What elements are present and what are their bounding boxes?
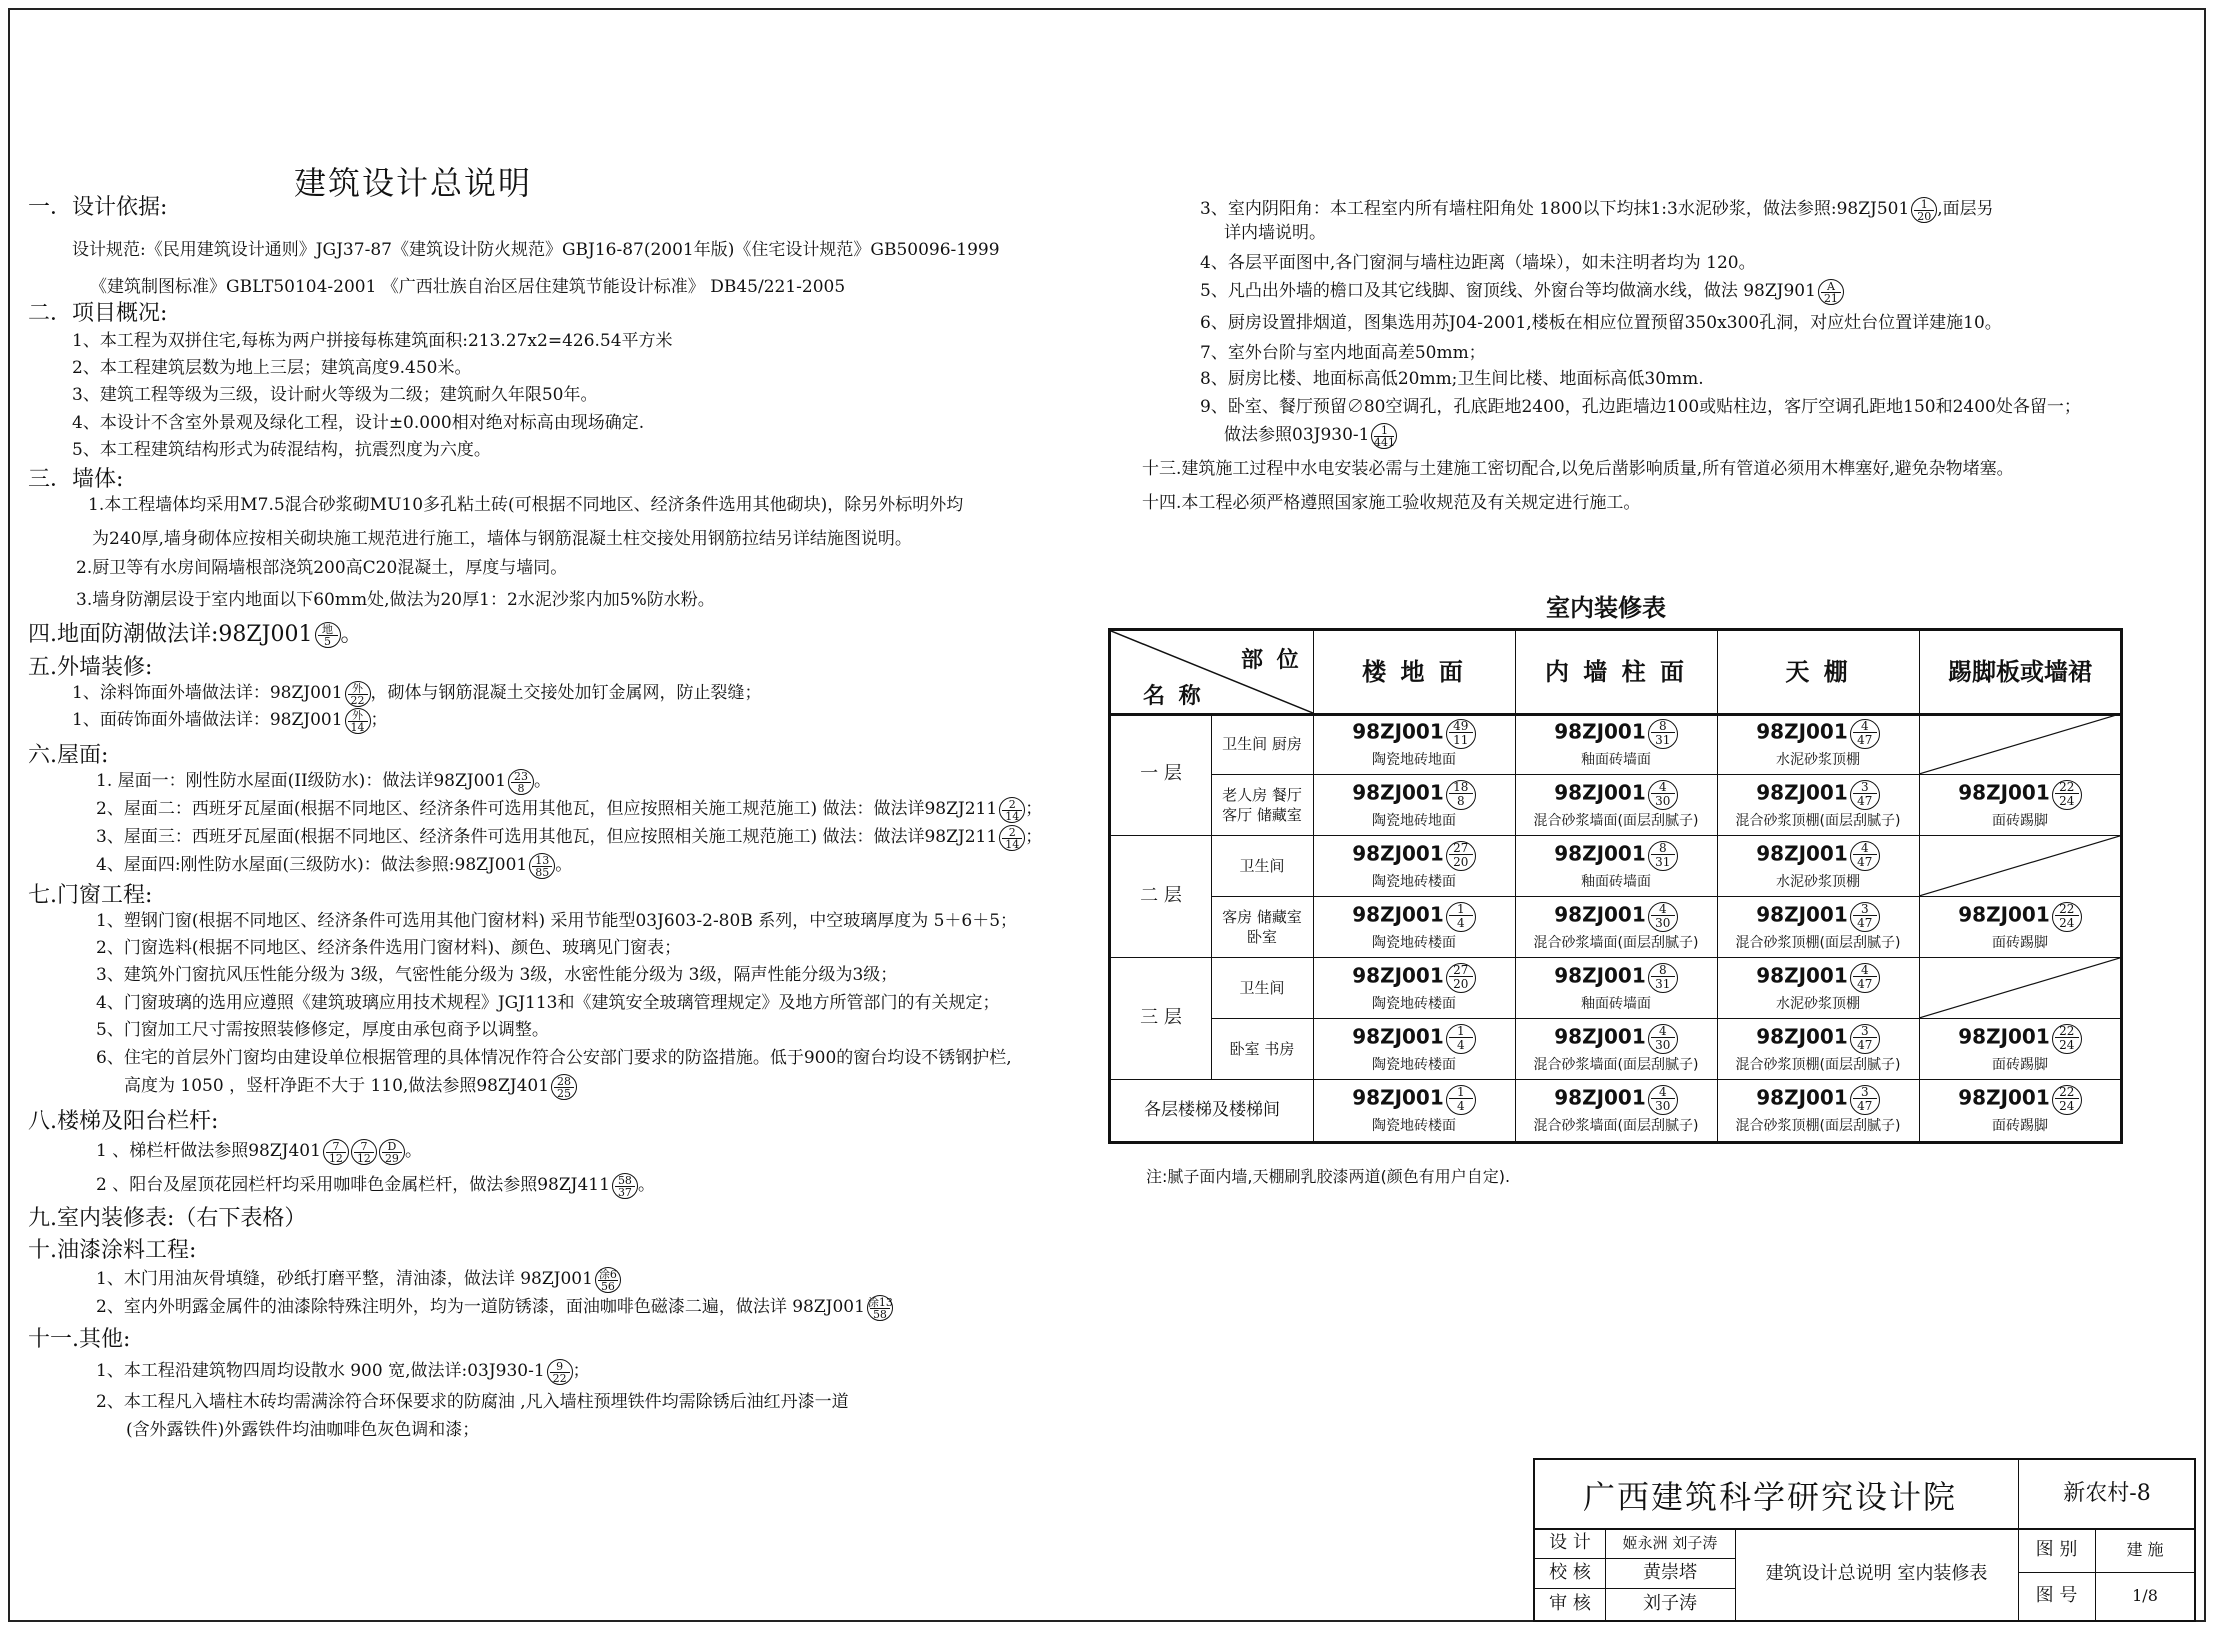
item-text: 。 — [637, 1175, 655, 1195]
finish-description: 釉面砖墙面 — [1581, 996, 1651, 1012]
finish-description: 水泥砂浆顶棚 — [1776, 996, 1860, 1012]
finish-spec-cell — [1515, 957, 1717, 1018]
section-6-heading: 六.屋面: — [28, 743, 109, 768]
standard-code: 98ZJ001 — [1352, 1024, 1444, 1049]
standard-detail-ref: 2 14 — [999, 825, 1025, 851]
item-text: 1 、梯栏杆做法参照98ZJ401 — [96, 1141, 321, 1161]
table-note: 注:腻子面内墙,天棚刷乳胶漆两道(颜色有用户自定). — [1146, 1167, 1511, 1186]
design-label: 设 计 — [1549, 1532, 1591, 1553]
finish-description: 混合砂浆墙面(面层刮腻子) — [1533, 935, 1699, 951]
standard-detail-ref: 3 47 — [1850, 1024, 1880, 1054]
standard-detail-ref: 外 22 — [345, 681, 371, 707]
room-name-line: 卫生间 — [1239, 856, 1285, 875]
finish-spec-cell — [1515, 1018, 1717, 1079]
finish-table — [1108, 628, 2123, 1144]
section-7-item — [124, 1071, 577, 1100]
finish-description: 釉面砖墙面 — [1581, 874, 1651, 890]
item-text: ； — [1025, 799, 1043, 819]
item-text: 1、涂料饰面外墙做法详：98ZJ001 — [72, 683, 343, 703]
standard-detail-ref: 涂13 58 — [867, 1295, 893, 1321]
standard-code: 98ZJ001 — [1352, 1085, 1444, 1110]
finish-description: 混合砂浆墙面(面层刮腻子) — [1533, 1118, 1699, 1134]
room-name — [1111, 1079, 1313, 1140]
item-text: 1、面砖饰面外墙做法详：98ZJ001 — [72, 710, 343, 730]
col-header-ceiling: 天 棚 — [1785, 658, 1851, 686]
room-name-line: 各层楼梯及楼梯间 — [1144, 1099, 1280, 1120]
finish-spec-cell — [1717, 774, 1919, 835]
section-7-item: 3、建筑外门窗抗风压性能分级为 3级，气密性能分级为 3级，水密性能分级为 3级，隔声性能分级为3级； — [96, 965, 898, 985]
review-value: 刘子涛 — [1643, 1593, 1697, 1614]
section-2-item: 5、本工程建筑结构形式为砖混结构，抗震烈度为六度。 — [72, 440, 491, 460]
header-name: 名 称 — [1143, 684, 1204, 709]
standard-detail-ref: 4 47 — [1850, 719, 1880, 749]
standard-detail-ref: 23 8 — [508, 769, 534, 795]
col-header-skirting: 踢脚板或墙裙 — [1948, 658, 2092, 686]
standard-code: 98ZJ001 — [1756, 1024, 1848, 1049]
standard-detail-ref: 28 25 — [551, 1074, 577, 1100]
item-text: ； — [572, 1361, 590, 1381]
section-4-line — [28, 617, 363, 648]
finish-spec-cell — [1919, 774, 2121, 835]
finish-spec-cell — [1717, 713, 1919, 774]
standard-detail-ref: 8 31 — [1648, 963, 1678, 993]
section-3-item: 1.本工程墙体均采用M7.5混合砂浆砌MU10多孔粘土砖(可根据不同地区、经济条件选用其他砌块)，除另外标明外均 — [88, 495, 964, 515]
item-text: ，砌体与钢筋混凝土交接处加钉金属网，防止裂缝； — [370, 683, 762, 703]
finish-spec-cell — [1515, 713, 1717, 774]
finish-spec-cell — [1313, 896, 1515, 957]
standard-detail-ref: 4 30 — [1648, 1085, 1678, 1115]
section-11-item: 2、本工程凡入墙柱木砖均需满涂符合环保要求的防腐油 ,凡入墙柱预埋铁件均需除锈后油红丹漆一道 — [96, 1392, 849, 1412]
check-value: 黄崇塔 — [1643, 1562, 1697, 1583]
item-text: 1、本工程沿建筑物四周均设散水 900 宽,做法详:03J930-1 — [96, 1361, 545, 1381]
section-2-heading: 二．项目概况: — [28, 301, 168, 326]
standard-detail-ref: 22 24 — [2052, 780, 2082, 810]
standard-detail-ref: 1 4 — [1446, 1085, 1476, 1115]
item-text: 1. 屋面一：刚性防水屋面(II级防水)：做法详98ZJ001 — [96, 771, 507, 791]
standard-detail-ref: 1 4 — [1446, 902, 1476, 932]
item-text: ； — [370, 710, 388, 730]
finish-description: 混合砂浆顶棚(面层刮腻子) — [1735, 935, 1901, 951]
standard-code: 98ZJ001 — [1554, 1085, 1646, 1110]
section-2-item: 4、本设计不含室外景观及绿化工程，设计±0.000相对绝对标高由现场确定. — [72, 413, 645, 433]
item-text: ； — [1025, 827, 1043, 847]
standard-detail-ref: 4 47 — [1850, 841, 1880, 871]
section-2-item: 1、本工程为双拼住宅,每栋为两户拼接每栋建筑面积:213.27x2=426.54平方米 — [72, 331, 673, 351]
section-4-heading: 四.地面防潮做法详:98ZJ001 — [28, 622, 313, 647]
section-5-item — [72, 678, 762, 707]
section-5-item — [72, 705, 388, 734]
section-5-heading: 五.外墙装修: — [28, 655, 153, 680]
section-6-item — [96, 822, 1042, 851]
item-9-ac-holes: 9、卧室、餐厅预留∅80空调孔，孔底距地2400，孔边距墙边100或贴柱边，客厅空调孔距地150和2400处各留一； — [1200, 397, 2081, 417]
item-text: 。 — [534, 771, 552, 791]
finish-description: 陶瓷地砖楼面 — [1372, 874, 1456, 890]
floor-label: 一 层 — [1140, 763, 1182, 784]
finish-spec-cell — [1313, 1018, 1515, 1079]
standard-detail-ref: 4 30 — [1648, 902, 1678, 932]
item-text: 2、室内外明露金属件的油漆除特殊注明外，均为一道防锈漆，面油咖啡色磁漆二遍，做法详 98ZJ001 — [96, 1297, 865, 1317]
standard-code: 98ZJ001 — [1756, 902, 1848, 927]
standard-code: 98ZJ001 — [1554, 719, 1646, 744]
finish-spec-cell — [1717, 896, 1919, 957]
standard-detail-ref: 13 85 — [529, 853, 555, 879]
section-6-item — [96, 850, 572, 879]
standard-detail-ref: 49 11 — [1446, 719, 1476, 749]
standard-detail-ref: 22 24 — [2052, 902, 2082, 932]
item-text: 2 、阳台及屋顶花园栏杆均采用咖啡色金属栏杆，做法参照98ZJ411 — [96, 1175, 610, 1195]
finish-spec-cell — [1313, 774, 1515, 835]
section-8-heading: 八.楼梯及阳台栏杆: — [28, 1109, 219, 1134]
finish-description: 混合砂浆墙面(面层刮腻子) — [1533, 1057, 1699, 1073]
item-text: 2、屋面二：西班牙瓦屋面(根据不同地区、经济条件可选用其他瓦，但应按照相关施工规范施工) 做法：做法详98ZJ211 — [96, 799, 998, 819]
finish-description: 面砖踢脚 — [1992, 1118, 2048, 1134]
standard-code: 98ZJ001 — [1756, 780, 1848, 805]
standard-detail-ref: 4 30 — [1648, 780, 1678, 810]
section-3-item: 2.厨卫等有水房间隔墙根部浇筑200高C20混凝土，厚度与墙同。 — [76, 558, 568, 578]
finish-description: 陶瓷地砖楼面 — [1372, 996, 1456, 1012]
finish-description: 釉面砖墙面 — [1581, 752, 1651, 768]
item-text: 。 — [404, 1141, 422, 1161]
finish-description: 混合砂浆墙面(面层刮腻子) — [1533, 813, 1699, 829]
floor-label: 二 层 — [1140, 885, 1182, 906]
standard-detail-ref: 外 14 — [345, 708, 371, 734]
item-text: 1、木门用油灰骨填缝，砂纸打磨平整，清油漆，做法详 98ZJ001 — [96, 1269, 593, 1289]
finish-spec-cell — [1717, 957, 1919, 1018]
section-10-item — [96, 1292, 893, 1321]
finish-spec-cell — [1919, 1079, 2121, 1140]
design-value: 姬永洲 刘子涛 — [1622, 1534, 1718, 1552]
item-3-continued: 详内墙说明。 — [1224, 223, 1326, 243]
standard-code: 98ZJ001 — [1554, 902, 1646, 927]
standard-detail-ref: 涂6 56 — [595, 1267, 621, 1293]
section-10-item — [96, 1264, 621, 1293]
finish-spec-cell — [1717, 1079, 1919, 1140]
finish-description: 面砖踢脚 — [1992, 1057, 2048, 1073]
col-header-wall: 内 墙 柱 面 — [1544, 658, 1688, 686]
section-1-heading: 一．设计依据: — [28, 195, 168, 220]
standard-detail-ref: 8 31 — [1648, 719, 1678, 749]
standard-detail-ref: 1 4 — [1446, 1024, 1476, 1054]
drawing-name: 建筑设计总说明 室内装修表 — [1765, 1563, 1988, 1584]
finish-description: 面砖踢脚 — [1992, 813, 2048, 829]
item-6-flue: 6、厨房设置排烟道，图集选用苏J04-2001,楼板在相应位置预留350x300孔洞，对应灶台位置详建施10。 — [1200, 313, 2002, 333]
page-title: 建筑设计总说明 — [294, 164, 533, 202]
finish-description: 陶瓷地砖地面 — [1372, 752, 1456, 768]
header-part: 部 位 — [1241, 648, 1302, 673]
standard-code: 98ZJ001 — [1554, 963, 1646, 988]
section-11-item: (含外露铁件)外露铁件均油咖啡色灰色调和漆； — [126, 1420, 480, 1440]
room-name-line: 客房 储藏室 — [1222, 907, 1302, 926]
section-8-item — [96, 1136, 422, 1165]
room-name — [1211, 774, 1313, 835]
item-4-openings: 4、各层平面图中,各门窗洞与墙柱边距离（墙垛），如未注明者均为 120。 — [1200, 253, 1756, 273]
standard-detail-ref: 1 20 — [1911, 197, 1937, 223]
standard-detail-ref: 9 22 — [547, 1359, 573, 1385]
standard-detail-ref: A 21 — [1818, 279, 1844, 305]
finish-spec-cell — [1717, 835, 1919, 896]
project-name: 新农村-8 — [2063, 1481, 2151, 1506]
finish-spec-cell — [1919, 1018, 2121, 1079]
standard-detail-ref: 3 47 — [1850, 780, 1880, 810]
empty-cell-diagonal — [1919, 957, 2123, 1018]
standard-detail-ref: 22 24 — [2052, 1085, 2082, 1115]
item-7-steps: 7、室外台阶与室内地面高差50mm； — [1200, 343, 1486, 363]
room-name — [1211, 957, 1313, 1018]
section-6-item — [96, 766, 551, 795]
standard-detail-ref: 4 30 — [1648, 1024, 1678, 1054]
item-text: 4、屋面四:刚性防水屋面(三级防水)：做法参照:98ZJ001 — [96, 855, 528, 875]
item-text: 5、凡凸出外墙的檐口及其它线脚、窗顶线、外窗台等均做滴水线，做法 98ZJ901 — [1200, 281, 1816, 301]
standard-code: 98ZJ001 — [1554, 1024, 1646, 1049]
standard-detail-ref: 7 12 — [323, 1139, 349, 1165]
standard-code: 98ZJ001 — [1756, 1085, 1848, 1110]
item-text: 高度为 1050 ，竖杆净距不大于 110,做法参照98ZJ401 — [124, 1076, 550, 1096]
standard-code: 98ZJ001 — [1958, 1085, 2050, 1110]
standard-detail-ref: 18 8 — [1446, 780, 1476, 810]
item-text: ,面层另 — [1937, 199, 1994, 219]
standard-code: 98ZJ001 — [1756, 841, 1848, 866]
standard-code: 98ZJ001 — [1352, 841, 1444, 866]
room-name — [1211, 896, 1313, 957]
finish-spec-cell — [1717, 1018, 1919, 1079]
room-name — [1211, 835, 1313, 896]
finish-description: 混合砂浆顶棚(面层刮腻子) — [1735, 813, 1901, 829]
section-1-line: 《建筑制图标准》GBLT50104-2001 《广西壮族自治区居住建筑节能设计标准》 DB45/221-2005 — [90, 277, 846, 297]
section-2-item: 2、本工程建筑层数为地上三层；建筑高度9.450米。 — [72, 358, 472, 378]
section-11-heading: 十一.其他: — [28, 1327, 131, 1352]
finish-spec-cell — [1313, 957, 1515, 1018]
sheet-number-label: 图 号 — [2035, 1585, 2078, 1606]
room-name — [1211, 1018, 1313, 1079]
section-3-item: 为240厚,墙身砌体应按相关砌块施工规范进行施工，墙体与钢筋混凝土柱交接处用钢筋拉结另详结施图说明。 — [92, 529, 912, 549]
item-9-continued — [1224, 420, 1397, 449]
standard-detail-ref: 27 20 — [1446, 841, 1476, 871]
item-text: 做法参照03J930-1 — [1224, 425, 1370, 445]
section-7-heading: 七.门窗工程: — [28, 883, 153, 908]
section-6-item — [96, 794, 1042, 823]
finish-description: 混合砂浆顶棚(面层刮腻子) — [1735, 1118, 1901, 1134]
review-label: 审 核 — [1549, 1593, 1591, 1614]
standard-detail-ref: 地 5 — [315, 622, 341, 648]
room-name-line: 卧室 — [1246, 927, 1277, 946]
item-text: 3、室内阴阳角：本工程室内所有墙柱阳角处 1800以下均抹1:3水泥砂浆，做法参照:98ZJ501 — [1200, 199, 1910, 219]
finish-description: 水泥砂浆顶棚 — [1776, 752, 1860, 768]
finish-spec-cell — [1313, 835, 1515, 896]
standard-detail-ref: 22 24 — [2052, 1024, 2082, 1054]
section-14: 十四.本工程必须严格遵照国家施工验收规范及有关规定进行施工。 — [1142, 493, 1641, 513]
room-name-line: 卫生间 厨房 — [1222, 734, 1302, 753]
finish-spec-cell — [1515, 835, 1717, 896]
finish-spec-cell — [1919, 896, 2121, 957]
finish-spec-cell — [1515, 1079, 1717, 1140]
section-7-item: 5、门窗加工尺寸需按照装修修定，厚度由承包商予以调整。 — [96, 1020, 549, 1040]
section-2-item: 3、建筑工程等级为三级，设计耐火等级为二级；建筑耐久年限50年。 — [72, 385, 598, 405]
room-name-line: 客厅 储藏室 — [1222, 805, 1302, 824]
standard-detail-ref: 3 47 — [1850, 1085, 1880, 1115]
standard-code: 98ZJ001 — [1756, 963, 1848, 988]
room-name — [1211, 713, 1313, 774]
standard-detail-ref: 2 14 — [999, 797, 1025, 823]
category-label: 图 别 — [2035, 1539, 2078, 1560]
finish-table-title: 室内装修表 — [1546, 594, 1666, 622]
finish-description: 面砖踢脚 — [1992, 935, 2048, 951]
standard-code: 98ZJ001 — [1958, 1024, 2050, 1049]
finish-description: 陶瓷地砖楼面 — [1372, 1118, 1456, 1134]
item-8-levels: 8、厨房比楼、地面标高低20mm;卫生间比楼、地面标高低30mm. — [1200, 369, 1704, 389]
standard-code: 98ZJ001 — [1352, 780, 1444, 805]
item-5-drip-line — [1200, 276, 1844, 305]
section-7-item: 4、门窗玻璃的选用应遵照《建筑玻璃应用技术规程》JGJ113和《建筑安全玻璃管理规定》及地方所管部门的有关规定； — [96, 993, 1000, 1013]
punct: 。 — [340, 622, 363, 647]
floor-label: 三 层 — [1140, 1007, 1182, 1028]
section-11-item — [96, 1356, 590, 1385]
standard-code: 98ZJ001 — [1554, 780, 1646, 805]
section-3-heading: 三．墙体: — [28, 467, 124, 492]
finish-description: 陶瓷地砖楼面 — [1372, 1057, 1456, 1073]
standard-detail-ref: 3 47 — [1850, 902, 1880, 932]
section-7-item: 6、住宅的首层外门窗均由建设单位根据管理的具体情况作符合公安部门要求的防盗措施。低于900的窗台均设不锈钢护栏, — [96, 1048, 1012, 1068]
standard-code: 98ZJ001 — [1554, 841, 1646, 866]
title-block — [1533, 1458, 2196, 1622]
finish-description: 陶瓷地砖地面 — [1372, 813, 1456, 829]
finish-spec-cell — [1515, 896, 1717, 957]
section-3-item: 3.墙身防潮层设于室内地面以下60mm处,做法为20厚1：2水泥沙浆内加5%防水粉。 — [76, 590, 715, 610]
standard-detail-ref: 7 12 — [351, 1139, 377, 1165]
check-label: 校 核 — [1549, 1562, 1591, 1583]
section-7-item: 2、门窗选料(根据不同地区、经济条件选用门窗材料)、颜色、玻璃见门窗表； — [96, 938, 682, 958]
section-8-item — [96, 1170, 655, 1199]
standard-detail-ref: D 29 — [379, 1139, 405, 1165]
room-name-line: 卧室 书房 — [1229, 1039, 1295, 1058]
finish-spec-cell — [1313, 1079, 1515, 1140]
standard-code: 98ZJ001 — [1352, 719, 1444, 744]
standard-detail-ref: 27 20 — [1446, 963, 1476, 993]
section-13: 十三.建筑施工过程中水电安装必需与土建施工密切配合,以免后凿影响质量,所有管道必须用木榫塞好,避免杂物堵塞。 — [1142, 459, 2014, 479]
standard-code: 98ZJ001 — [1756, 719, 1848, 744]
section-1-line: 设计规范:《民用建筑设计通则》JGJ37-87《建筑设计防火规范》GBJ16-87(2001年版)《住宅设计规范》GB50096-1999 — [72, 240, 1000, 260]
empty-cell-diagonal — [1919, 713, 2123, 774]
room-name-line: 老人房 餐厅 — [1222, 785, 1302, 804]
section-10-heading: 十.油漆涂料工程: — [28, 1238, 197, 1263]
finish-description: 混合砂浆顶棚(面层刮腻子) — [1735, 1057, 1901, 1073]
standard-detail-ref: 1 441 — [1371, 423, 1397, 449]
empty-cell-diagonal — [1919, 835, 2123, 896]
standard-code: 98ZJ001 — [1958, 902, 2050, 927]
item-text: 3、屋面三：西班牙瓦屋面(根据不同地区、经济条件可选用其他瓦，但应按照相关施工规范施工) 做法：做法详98ZJ211 — [96, 827, 998, 847]
finish-spec-cell — [1313, 713, 1515, 774]
organization-name: 广西建筑科学研究设计院 — [1583, 1478, 1958, 1516]
col-header-floor: 楼 地 面 — [1362, 658, 1466, 686]
finish-description: 陶瓷地砖楼面 — [1372, 935, 1456, 951]
standard-code: 98ZJ001 — [1352, 963, 1444, 988]
room-name-line: 卫生间 — [1239, 978, 1285, 997]
finish-description: 水泥砂浆顶棚 — [1776, 874, 1860, 890]
finish-spec-cell — [1515, 774, 1717, 835]
item-text: 。 — [555, 855, 573, 875]
standard-detail-ref: 4 47 — [1850, 963, 1880, 993]
standard-code: 98ZJ001 — [1958, 780, 2050, 805]
section-9-heading: 九.室内装修表:（右下表格） — [28, 1206, 307, 1231]
standard-code: 98ZJ001 — [1352, 902, 1444, 927]
category-value: 建 施 — [2126, 1540, 2164, 1559]
sheet-number-value: 1/8 — [2132, 1586, 2158, 1605]
standard-detail-ref: 58 37 — [612, 1173, 638, 1199]
section-7-item: 1、塑钢门窗(根据不同地区、经济条件可选用其他门窗材料) 采用节能型03J603-2-80B 系列，中空玻璃厚度为 5＋6＋5； — [96, 911, 1018, 931]
standard-detail-ref: 8 31 — [1648, 841, 1678, 871]
